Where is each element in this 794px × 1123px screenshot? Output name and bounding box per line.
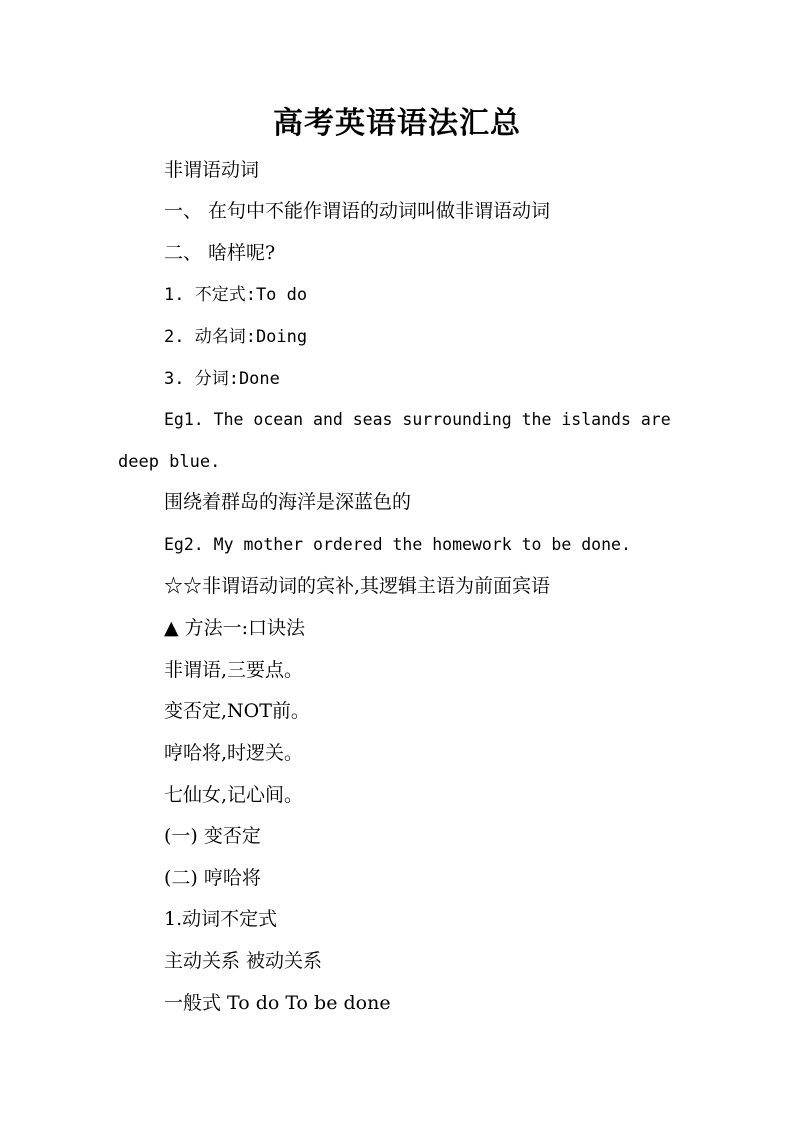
- text-line: 非谓语动词: [164, 159, 260, 181]
- text-line: 2. 动名词:Doing: [164, 327, 308, 347]
- text-line: 1.动词不定式: [164, 908, 278, 930]
- text-line: 围绕着群岛的海洋是深蓝色的: [164, 491, 412, 513]
- text-line: 哼哈将,时逻关。: [164, 742, 304, 764]
- text-line: 一、 在句中不能作谓语的动词叫做非谓语动词: [164, 200, 551, 222]
- text-line: 1. 不定式:To do: [164, 285, 308, 305]
- text-line: 主动关系 被动关系: [164, 950, 323, 972]
- text-line: (一) 变否定: [164, 825, 261, 847]
- text-line: Eg2. My mother ordered the homework to be done.: [164, 535, 631, 554]
- text-line: 一般式 To do To be done: [164, 992, 391, 1014]
- text-line: Eg1. The ocean and seas surrounding the islands are: [164, 410, 671, 429]
- text-line: ☆☆非谓语动词的宾补,其逻辑主语为前面宾语: [164, 575, 551, 597]
- text-line: 七仙女,记心间。: [164, 784, 304, 806]
- text-line: 变否定,NOT前。: [164, 700, 310, 722]
- text-line: 非谓语,三要点。: [164, 659, 304, 681]
- text-line: 3. 分词:Done: [164, 369, 280, 389]
- text-line: deep blue.: [118, 452, 221, 472]
- document-title: 高考英语语法汇总: [273, 106, 521, 141]
- text-line: 二、 啥样呢?: [164, 242, 276, 264]
- text-line: (二) 哼哈将: [164, 867, 261, 889]
- text-line: ▲ 方法一:口诀法: [164, 617, 306, 639]
